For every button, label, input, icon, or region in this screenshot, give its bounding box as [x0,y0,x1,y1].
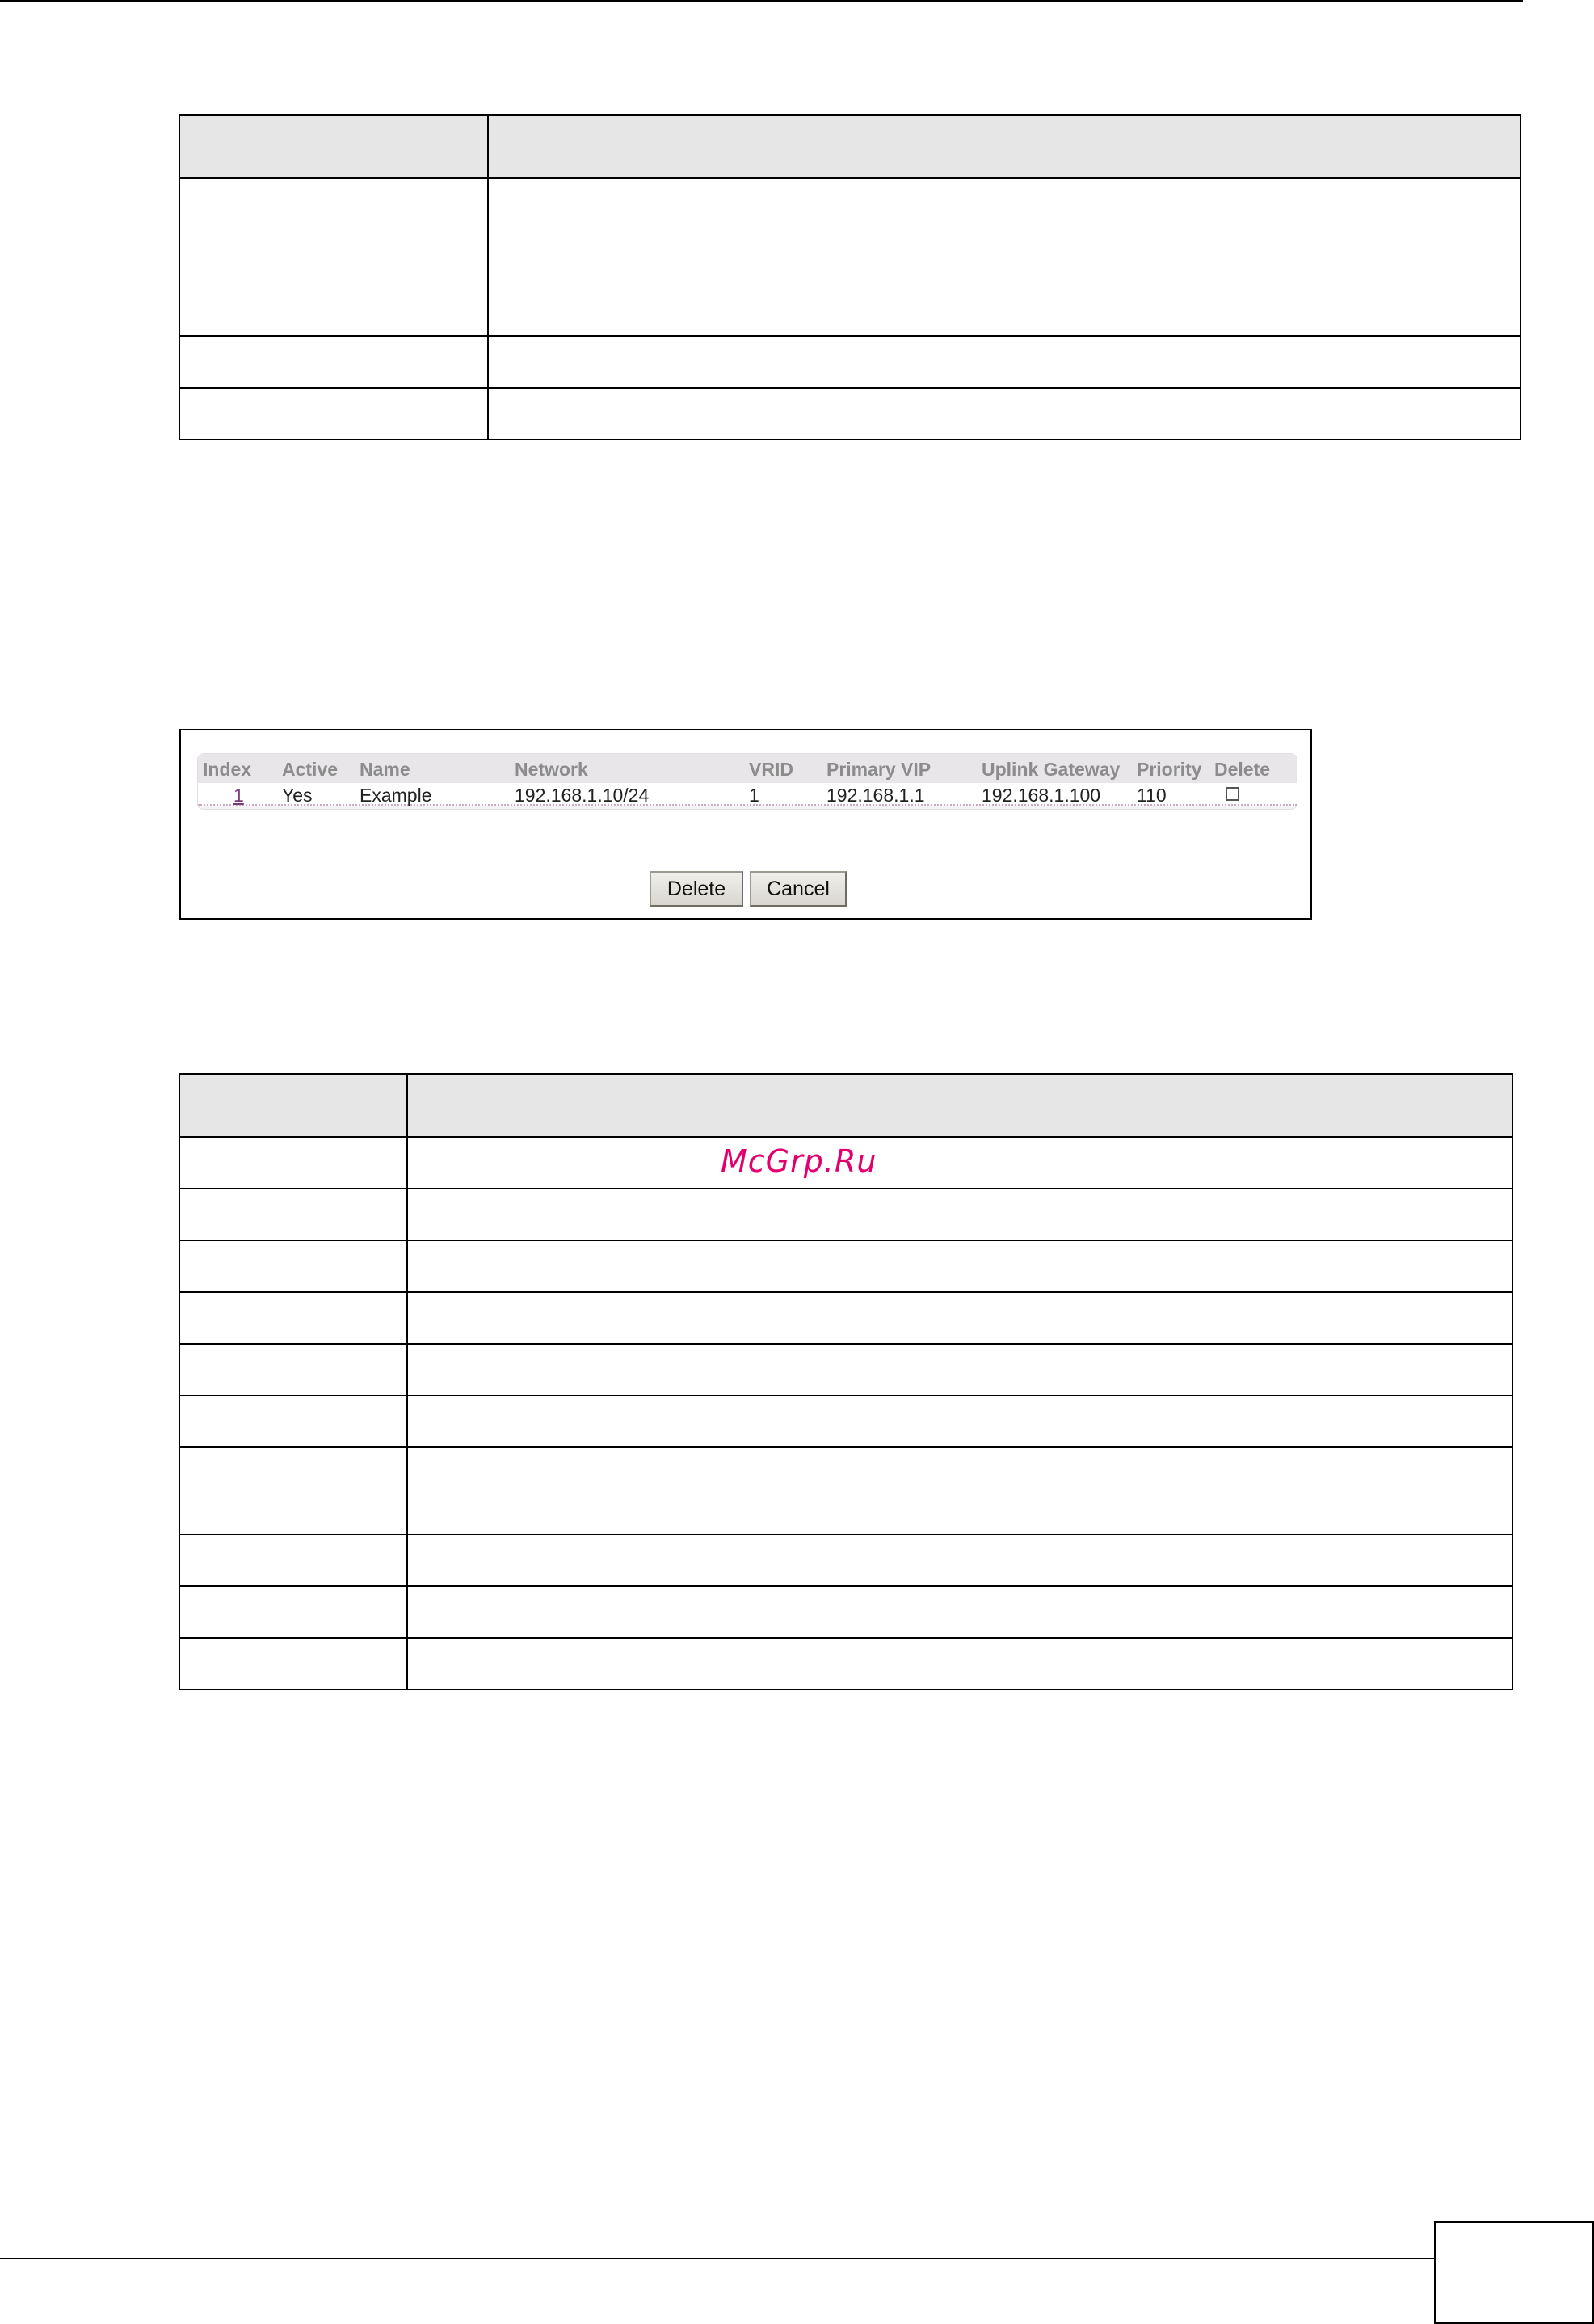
vrrp-table-header [198,754,1297,783]
table-row [179,1586,1512,1638]
delete-button[interactable]: Delete [650,871,743,907]
table-cell [488,388,1520,440]
column-header-index: Index [203,759,252,780]
table-row [179,1240,1512,1292]
table-cell [407,1535,1512,1586]
table-cell [179,1638,407,1690]
table-cell [488,336,1520,388]
table-row [179,388,1520,440]
table-cell [179,1344,407,1396]
column-header-priority: Priority [1137,759,1202,780]
table-cell [407,1396,1512,1447]
table-cell [407,1292,1512,1344]
table-cell [488,178,1520,336]
table-row [179,336,1520,388]
table-header-cell [179,115,488,178]
vrrp-group-screenshot [179,729,1312,920]
vrid-cell: 1 [749,785,759,806]
table-cell [179,1535,407,1586]
primary-vip-cell: 192.168.1.1 [826,785,925,806]
table-cell [407,1240,1512,1292]
table-cell [179,1137,407,1189]
table-row [179,1447,1512,1535]
table-header-cell [488,115,1520,178]
column-header-active: Active [282,759,339,780]
column-header-name: Name [360,759,410,780]
column-header-network: Network [515,759,588,780]
table-cell [179,336,488,388]
table-row [179,1292,1512,1344]
table-cell [179,1292,407,1344]
table-cell [179,1586,407,1638]
name-cell: Example [360,785,432,806]
index-link[interactable]: 1 [233,785,244,806]
priority-cell: 110 [1137,785,1167,806]
table-row [179,1638,1512,1690]
table-row [179,1344,1512,1396]
table-header-cell [407,1074,1512,1137]
table-cell [179,1189,407,1240]
uplink-gateway-cell: 192.168.1.100 [982,785,1101,806]
watermark: McGrp.Ru [721,1143,877,1179]
table-row [179,1396,1512,1447]
cancel-button[interactable]: Cancel [750,871,847,907]
table-cell [179,388,488,440]
table-cell [179,1396,407,1447]
table-cell [407,1189,1512,1240]
table-row [179,178,1520,336]
table-row [179,1189,1512,1240]
network-cell: 192.168.1.10/24 [515,785,650,806]
column-header-primary-vip: Primary VIP [826,759,932,780]
table-cell [179,178,488,336]
table-row [179,1535,1512,1586]
table-header-row [179,1074,1512,1137]
table-cell [407,1586,1512,1638]
table-cell [407,1638,1512,1690]
column-header-vrid: VRID [749,759,793,780]
column-header-uplink-gateway: Uplink Gateway [982,759,1121,780]
column-header-delete: Delete [1214,759,1271,780]
table-header-row [179,115,1520,178]
active-cell: Yes [282,785,313,806]
table-cell [407,1344,1512,1396]
header-rule [0,0,1523,2]
delete-checkbox[interactable] [1226,787,1239,801]
table-cell [407,1447,1512,1535]
table-cell [179,1240,407,1292]
table-cell [407,1137,1512,1189]
table-row [198,783,1297,806]
table-cell [179,1447,407,1535]
vrrp-group-table [197,753,1297,810]
footer-rule [0,2258,1434,2259]
description-table-1 [179,114,1521,440]
table-header-cell [179,1074,407,1137]
page-number-box [1434,2221,1594,2324]
